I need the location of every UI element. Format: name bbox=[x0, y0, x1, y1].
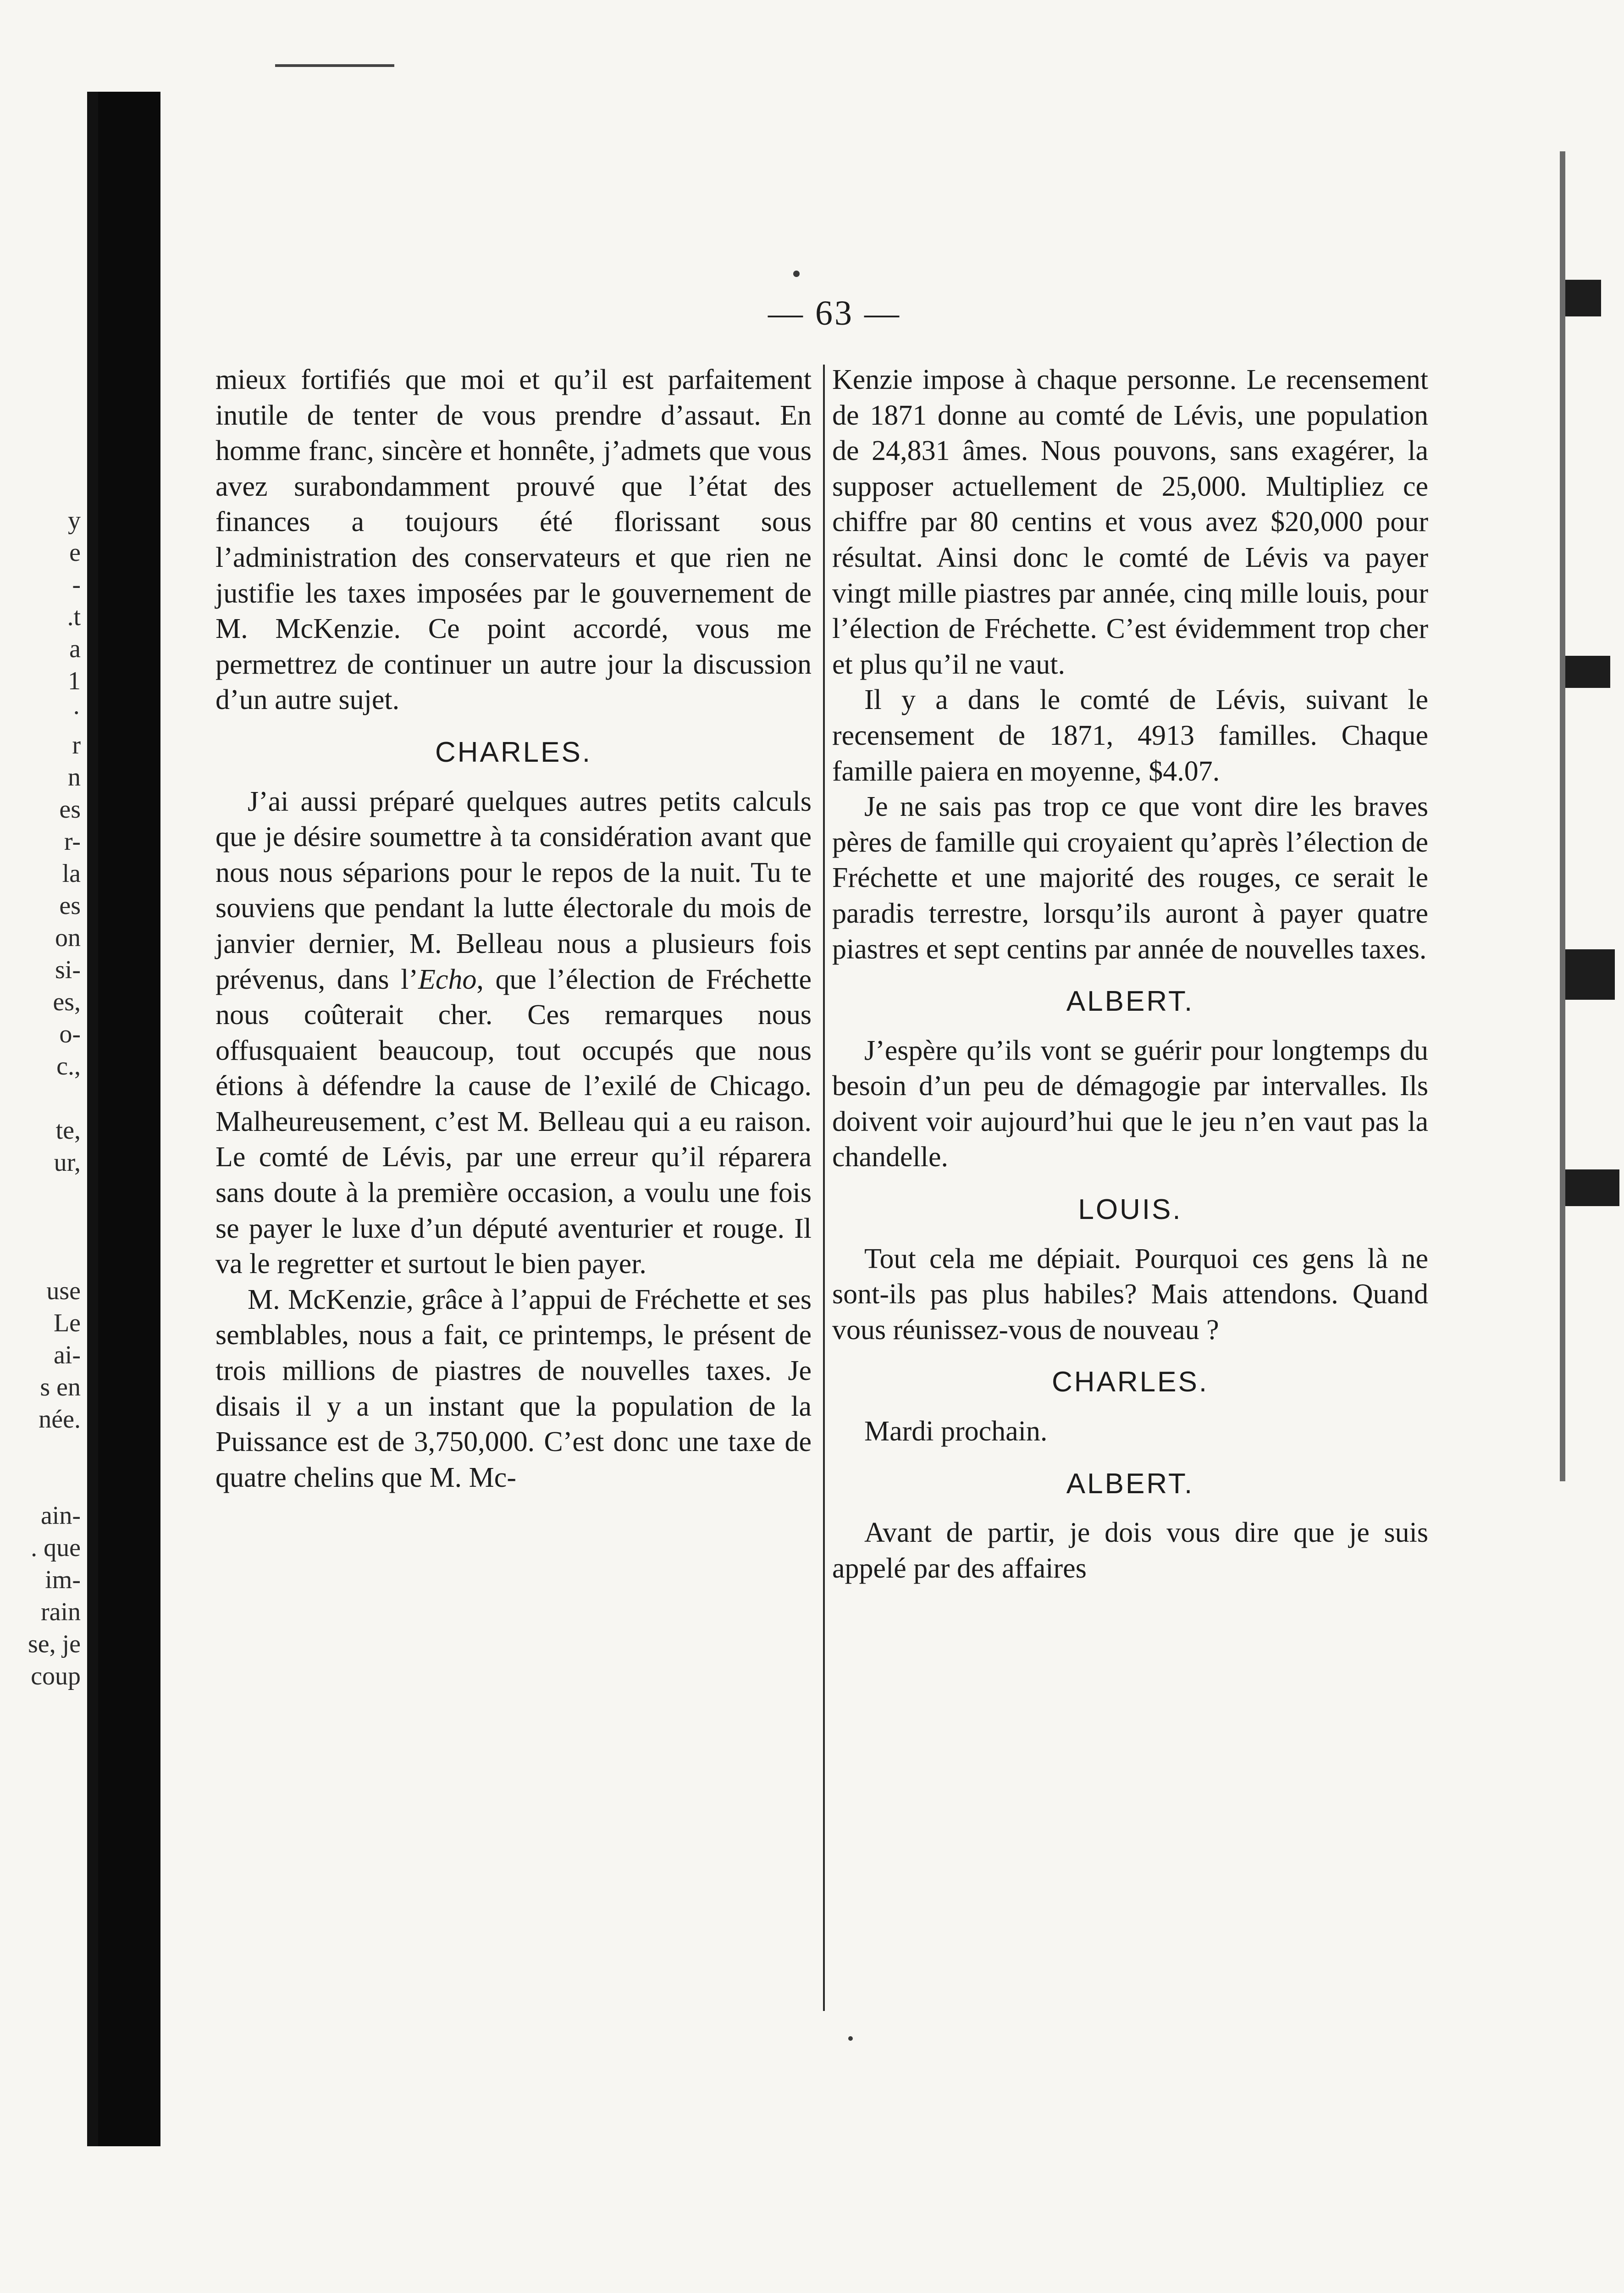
margin-fragment bbox=[0, 1082, 87, 1114]
margin-fragment: te, bbox=[55, 1116, 81, 1145]
edge-mark bbox=[1560, 1169, 1619, 1206]
binding-shadow-core bbox=[98, 92, 160, 2146]
left-paragraph-3: M. McKenzie, grâce à l’appui de Fréchette et ses semblables, nous a fait, ce printemps, le présent de trois millions de piastres de nouvelles taxes. Je disais il y a un instant que la population de la Puissance est de 3,750,000. C’est donc une taxe de quatre chelins que M. Mc- bbox=[215, 1284, 812, 1493]
margin-fragment: .t bbox=[67, 603, 81, 631]
margin-fragment: . que bbox=[31, 1534, 81, 1562]
right-paragraph-4: J’espère qu’ils vont se guérir pour longtemps du besoin d’un peu de démagogie par intervalles. Ils doivent voir aujourd’hui que le jeu n’en vaut pas la chandelle. bbox=[832, 1035, 1428, 1173]
margin-fragment bbox=[0, 1468, 87, 1500]
right-edge-bleed bbox=[1546, 115, 1624, 1490]
edge-mark bbox=[1560, 656, 1610, 688]
speaker-louis: LOUIS. bbox=[1078, 1194, 1182, 1226]
speaker-albert-2: ALBERT. bbox=[1066, 1468, 1194, 1500]
margin-fragment: si- bbox=[55, 956, 81, 984]
margin-fragment: Le bbox=[53, 1309, 81, 1337]
facing-page-fragments bbox=[0, 504, 87, 1692]
left-paragraph-2-text-b: , que l’élection de Fréchette nous coûterait cher. Ces remarques nous offusquaient beaucoup, tout occupés que nous étions à défendre la cause de l’exilé de Chicago. Malheureusement, c’est M. Belleau qui a eu raison. Le comté de Lévis, par une erreur qu’il réparera sans doute à la première occasion, a voulu une fois se payer le luxe d’un député aventurier et rouge. Il va le regretter et surtout le bien payer. bbox=[215, 964, 812, 1280]
echo-title: Echo bbox=[418, 964, 477, 995]
margin-fragment bbox=[0, 1435, 87, 1468]
left-paragraph-2-text-a: J’ai aussi préparé quelques autres petits calculs que je désire soumettre à ta considération avant que nous nous séparions pour le repos de la nuit. Tu te souviens que pendant la lutte électorale du mois de janvier dernier, M. Belleau nous a plusieurs fois prévenus, dans l’ bbox=[215, 786, 812, 995]
margin-fragment: im- bbox=[45, 1566, 81, 1594]
margin-fragment: a bbox=[69, 635, 81, 663]
binding-shadow bbox=[87, 92, 160, 2146]
margin-fragment bbox=[0, 1179, 87, 1211]
margin-fragment bbox=[0, 1243, 87, 1275]
column-divider bbox=[823, 365, 825, 2011]
margin-fragment: née. bbox=[39, 1405, 81, 1434]
edge-mark bbox=[1560, 949, 1615, 1000]
right-column bbox=[832, 362, 1428, 1586]
speaker-albert: ALBERT. bbox=[1066, 986, 1194, 1018]
top-edge-mark bbox=[275, 64, 394, 67]
margin-fragment: r bbox=[72, 731, 81, 759]
edge-mark bbox=[1560, 280, 1601, 316]
right-paragraph-1: Kenzie impose à chaque personne. Le recensement de 1871 donne au comté de Lévis, une population de 24,831 âmes. Nous pouvons, sans exagérer, la supposer actuellement de 25,000. Multipliez ce chiffre par 80 centins et vous avez $20,000 pour résultat. Ainsi donc le comté de Lévis va payer vingt mille piastres par année, cinq mille louis, pour l’élection de Fréchette. C’est évidemment trop cher et plus qu’il ne vaut. bbox=[832, 364, 1428, 680]
right-paragraph-6: Mardi prochain. bbox=[864, 1416, 1048, 1447]
margin-fragment: y bbox=[68, 506, 81, 535]
margin-fragment: se, je bbox=[28, 1630, 81, 1658]
margin-fragment: rain bbox=[40, 1598, 81, 1626]
margin-fragment: ai- bbox=[53, 1341, 81, 1369]
margin-fragment: on bbox=[55, 924, 81, 952]
margin-fragment: n bbox=[68, 763, 81, 792]
margin-fragment: o- bbox=[59, 1020, 81, 1048]
margin-fragment: coup bbox=[31, 1662, 81, 1690]
margin-fragment: es bbox=[59, 795, 81, 824]
speaker-charles: CHARLES. bbox=[435, 736, 592, 768]
right-paragraph-5: Tout cela me dépiait. Pourquoi ces gens là ne sont-ils pas plus habiles? Mais attendons. Quand vous réunissez-vous de nouveau ? bbox=[832, 1243, 1428, 1346]
right-paragraph-2: Il y a dans le comté de Lévis, suivant le recensement de 1871, 4913 familles. Chaque famille paiera en moyenne, $4.07. bbox=[832, 684, 1428, 787]
right-paragraph-3: Je ne sais pas trop ce que vont dire les braves pères de famille qui croyaient qu’après l’élection de Fréchette et une majorité des rouges, ce serait le paradis terrestre, lorsqu’ils auront à payer quatre piastres et sept centins par année de nouvelles taxes. bbox=[832, 791, 1428, 965]
margin-fragment: es, bbox=[53, 988, 81, 1016]
left-paragraph-1: mieux fortifiés que moi et qu’il est parfaitement inutile de tenter de vous prendre d’assaut. En homme franc, sincère et honnête, j’admets que vous avez surabondamment prouvé que l’état des finances a toujours été florissant sous l’administration des conservateurs et que rien ne justifie les taxes imposées par le gouvernement de M. McKenzie. Ce point accordé, vous me permettrez de continuer un autre jour la discussion d’un autre sujet. bbox=[215, 364, 812, 716]
margin-fragment: r- bbox=[64, 827, 81, 856]
speaker-charles-2: CHARLES. bbox=[1051, 1366, 1209, 1398]
print-speck bbox=[793, 271, 800, 277]
page-number: — 63 — bbox=[768, 294, 901, 332]
margin-fragment: c., bbox=[56, 1052, 81, 1080]
right-paragraph-7: Avant de partir, je dois vous dire que je suis appelé par des affaires bbox=[832, 1517, 1428, 1584]
left-column bbox=[215, 362, 812, 1495]
margin-fragment bbox=[0, 1211, 87, 1243]
margin-fragment: 1 bbox=[68, 667, 81, 695]
margin-fragment: la bbox=[62, 859, 81, 888]
left-paragraph-2 bbox=[215, 784, 812, 1282]
margin-fragment: use bbox=[46, 1277, 81, 1305]
margin-fragment: es bbox=[59, 892, 81, 920]
margin-fragment: ur, bbox=[54, 1148, 81, 1177]
margin-fragment: ain- bbox=[40, 1501, 81, 1530]
edge-line bbox=[1560, 151, 1565, 1481]
margin-fragment: · bbox=[72, 699, 81, 727]
margin-fragment: - bbox=[72, 570, 81, 599]
margin-fragment: s en bbox=[40, 1373, 81, 1401]
margin-fragment: e bbox=[69, 538, 81, 567]
print-speck bbox=[848, 2036, 853, 2041]
